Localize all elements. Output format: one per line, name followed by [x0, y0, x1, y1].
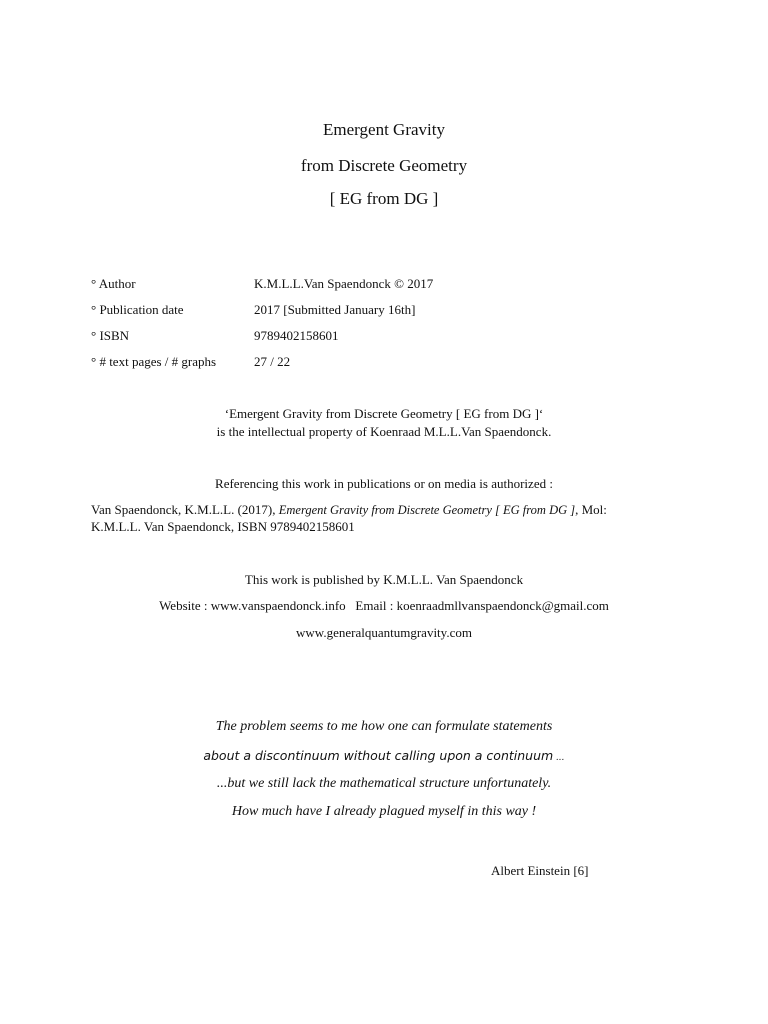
- quote-line-3: ...but we still lack the mathematical structure unfortunately.: [216, 776, 552, 791]
- website2-link[interactable]: www.generalquantumgravity.com: [296, 625, 472, 640]
- citation-line-1: [91, 502, 607, 518]
- quote-line-1: The problem seems to me how one can formulate statements: [215, 719, 553, 734]
- quote-line-2: [0, 748, 768, 763]
- website-link[interactable]: www.vanspaendonck.info: [210, 598, 346, 613]
- email-link[interactable]: koenraadmllvanspaendonck@gmail.com: [396, 598, 609, 613]
- property-line-2: is the intellectual property of Koenraad M.L.L.Van Spaendonck.: [216, 424, 552, 439]
- property-line-1: ‘Emergent Gravity from Discrete Geometry [ EG from DG ]‘: [224, 406, 544, 421]
- citation-prefix: Van Spaendonck, K.M.L.L. (2017),: [91, 502, 279, 517]
- meta-label-author: ° Author: [91, 276, 136, 291]
- title-line-2: from Discrete Geometry: [300, 156, 468, 175]
- citation-line-2: K.M.L.L. Van Spaendonck, ISBN 9789402158601: [91, 519, 355, 534]
- meta-label-publication-date: ° Publication date: [91, 302, 184, 317]
- publisher-line: This work is published by K.M.L.L. Van Spaendonck: [244, 572, 524, 587]
- meta-value-publication-date: 2017 [Submitted January 16th]: [254, 302, 416, 317]
- quote-line-2-ellipsis: ...: [553, 753, 565, 763]
- contact-line: [0, 598, 768, 614]
- quote-line-2-text: about a discontinuum without calling upon a continuum: [203, 748, 554, 763]
- meta-value-isbn: 9789402158601: [254, 328, 339, 343]
- title-line-3: [ EG from DG ]: [329, 189, 439, 208]
- quote-attribution: Albert Einstein [6]: [491, 863, 589, 878]
- email-label: Email :: [345, 598, 397, 613]
- website-label: Website :: [159, 598, 211, 613]
- meta-value-pages: 27 / 22: [254, 354, 291, 369]
- quote-line-4: How much have I already plagued myself in this way !: [231, 804, 537, 819]
- citation-title: Emergent Gravity from Discrete Geometry [ EG from DG ]: [278, 503, 576, 517]
- meta-label-isbn: ° ISBN: [91, 328, 130, 343]
- title-line-1: Emergent Gravity: [323, 120, 445, 139]
- meta-label-pages: ° # text pages / # graphs: [91, 354, 217, 369]
- meta-value-author: K.M.L.L.Van Spaendonck © 2017: [254, 276, 434, 291]
- referencing-heading: Referencing this work in publications or on media is authorized :: [215, 476, 553, 491]
- citation-suffix: , Mol:: [575, 502, 607, 517]
